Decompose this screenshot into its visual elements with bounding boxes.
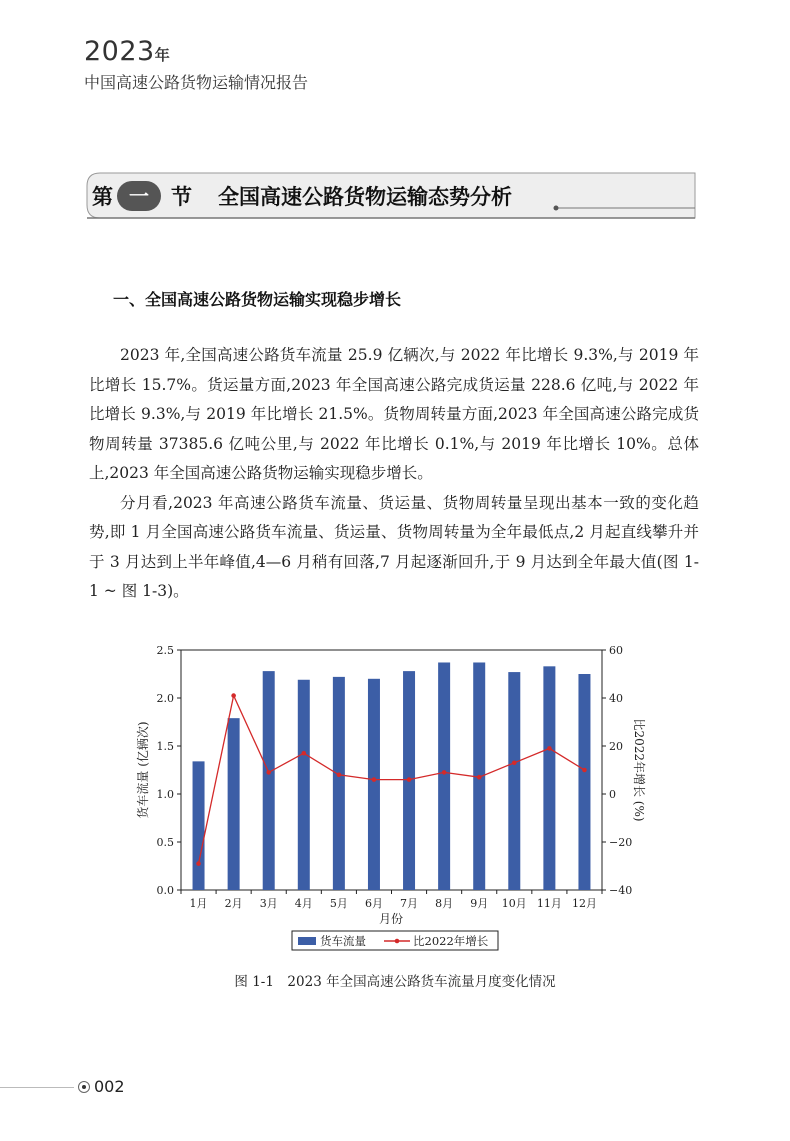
x-axis-label: 月份 xyxy=(378,912,404,926)
header-year: 2023年 xyxy=(84,36,171,67)
bar-11 xyxy=(543,666,555,890)
header-year-suffix: 年 xyxy=(154,46,171,64)
x-tick-label-12: 12月 xyxy=(571,897,597,910)
page-bullet-icon xyxy=(78,1081,90,1093)
bar-10 xyxy=(508,672,520,890)
growth-point-8 xyxy=(442,770,447,775)
paragraph-2: 分月看,2023 年高速公路货车流量、货运量、货物周转量呈现出基本一致的变化趋势,即 1 月全国高速公路货车流量、货运量、货物周转量为全年最低点,2 月起直线攀升并于 3 月达到上半年峰值,4—6 月稍有回落,7 月起逐渐回升,于 9 月达到全年最大值(图 1-1 ~ 图 1-3)。 xyxy=(89,493,699,600)
figure-caption: 图 1-1 2023 年全国高速公路货车流量月度变化情况 xyxy=(234,974,556,990)
y2-tick-label-0: −40 xyxy=(609,884,633,897)
y-tick-label-2: 1.0 xyxy=(156,788,174,801)
footer-rule xyxy=(0,1087,74,1088)
bar-8 xyxy=(438,662,450,890)
growth-point-3 xyxy=(266,770,271,775)
growth-point-10 xyxy=(512,761,517,766)
x-tick-label-3: 3月 xyxy=(259,897,278,910)
plot-frame xyxy=(181,650,602,890)
legend-bar-swatch xyxy=(298,937,316,945)
bar-12 xyxy=(578,674,590,890)
x-tick-label-8: 8月 xyxy=(435,897,454,910)
y2-tick-label-1: −20 xyxy=(609,836,633,849)
x-tick-label-10: 10月 xyxy=(501,897,527,910)
section-number: 一 xyxy=(117,181,161,211)
growth-point-9 xyxy=(477,775,482,780)
section-node: 节 xyxy=(171,185,192,209)
growth-point-5 xyxy=(337,773,342,778)
report-title: 中国高速公路货物运输情况报告 xyxy=(84,73,309,92)
y-tick-label-4: 2.0 xyxy=(156,692,174,705)
legend-bar-label: 货车流量 xyxy=(320,934,366,948)
growth-point-4 xyxy=(301,751,306,756)
growth-point-7 xyxy=(407,777,412,782)
y2-axis-label: 比2022年增长 (%) xyxy=(632,718,646,822)
y-axis-label: 货车流量 (亿辆次) xyxy=(136,721,150,819)
y-tick-label-3: 1.5 xyxy=(156,740,174,753)
growth-point-6 xyxy=(372,777,377,782)
x-tick-label-2: 2月 xyxy=(224,897,243,910)
x-tick-label-5: 5月 xyxy=(329,897,348,910)
y-tick-label-5: 2.5 xyxy=(156,644,174,657)
x-tick-label-4: 4月 xyxy=(294,897,313,910)
y2-tick-label-3: 20 xyxy=(609,740,623,753)
x-tick-label-7: 7月 xyxy=(400,897,419,910)
subheading: 一、全国高速公路货物运输实现稳步增长 xyxy=(113,290,402,309)
bar-6 xyxy=(368,679,380,890)
legend-line-label: 比2022年增长 xyxy=(413,934,489,948)
section-heading: 全国高速公路货物运输态势分析 xyxy=(218,185,512,209)
bar-4 xyxy=(298,680,310,890)
y2-tick-label-5: 60 xyxy=(609,644,623,657)
growth-point-1 xyxy=(196,861,201,866)
growth-line xyxy=(199,696,585,864)
y2-tick-label-2: 0 xyxy=(609,788,616,801)
bar-3 xyxy=(263,671,275,890)
x-tick-label-1: 1月 xyxy=(189,897,208,910)
growth-point-11 xyxy=(547,746,552,751)
x-tick-label-9: 9月 xyxy=(470,897,489,910)
page-number: 002 xyxy=(94,1077,125,1096)
paragraph-1: 2023 年,全国高速公路货车流量 25.9 亿辆次,与 2022 年比增长 9.3%,与 2019 年比增长 15.7%。货运量方面,2023 年全国高速公路完成货运量 228.6 亿吨,与 2022 年比增长 9.3%,与 2019 年比增长 21.5%。货物周转量方面,2023 年全国高速公路完成货物周转量 37385.6 亿吨公里,与 2022 年比增长 0.1%,与 2019 年比增长 10%。总体上,2023 年全国高速公路货物运输实现稳步增长。 xyxy=(89,346,699,482)
x-tick-label-11: 11月 xyxy=(536,897,562,910)
growth-point-12 xyxy=(582,768,587,773)
y-tick-label-0: 0.0 xyxy=(156,884,174,897)
growth-point-2 xyxy=(231,693,236,698)
y-tick-label-1: 0.5 xyxy=(156,836,174,849)
bar-5 xyxy=(333,677,345,890)
bar-1 xyxy=(193,761,205,890)
x-tick-label-6: 6月 xyxy=(364,897,383,910)
bar-2 xyxy=(228,718,240,890)
legend-line-marker xyxy=(395,939,400,944)
section-prefix: 第 xyxy=(92,185,113,209)
y2-tick-label-4: 40 xyxy=(609,692,623,705)
